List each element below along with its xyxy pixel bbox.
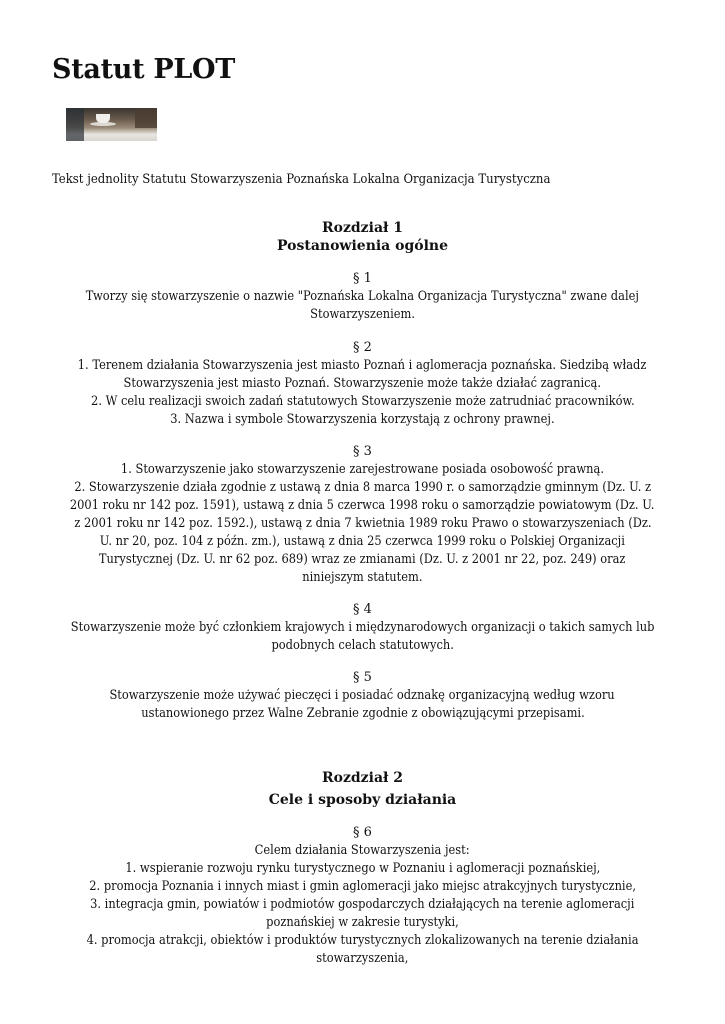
section-3 <box>0 443 725 587</box>
section-mark: § 5 <box>353 670 372 685</box>
paragraph-line: 1. Stowarzyszenie jako stowarzyszenie zarejestrowane posiada osobowość prawną. <box>120 462 605 477</box>
paragraph-line: z 2001 roku nr 142 poz. 1592.), ustawą z dnia 7 kwietnia 1989 roku Prawo o stowarzyszeniach (Dz. <box>73 516 652 531</box>
section-4 <box>0 601 725 655</box>
paragraph-line: niniejszym statutem. <box>302 570 423 585</box>
intro-text: Tekst jednolity Statutu Stowarzyszenia Poznańska Lokalna Organizacja Turystyczna <box>52 172 551 187</box>
paragraph-line: Stowarzyszenie może używać pieczęci i posiadać odznakę organizacyjną według wzoru <box>109 688 616 703</box>
chapter-number: Rozdział 2 <box>321 770 404 786</box>
paragraph-line: 2. W celu realizacji swoich zadań statutowych Stowarzyszenie może zatrudniać pracowników. <box>90 394 635 409</box>
chapter-number: Rozdział 1 <box>321 220 404 236</box>
header-image <box>66 108 157 141</box>
paragraph-line: 1. wspieranie rozwoju rynku turystycznego w Poznaniu i aglomeracji poznańskiej, <box>125 861 600 876</box>
chapter-1-heading <box>0 219 725 255</box>
chapter-title: Postanowienia ogólne <box>276 238 448 254</box>
paragraph-line: 2001 roku nr 142 poz. 1591), ustawą z dnia 5 czerwca 1998 roku o samorządzie powiatowym (Dz. U. <box>70 498 655 513</box>
paragraph-line: 1. Terenem działania Stowarzyszenia jest miasto Poznań i aglomeracja poznańska. Siedzibą władz <box>78 358 647 373</box>
page-title: Statut PLOT <box>52 54 236 85</box>
paragraph-line: Celem działania Stowarzyszenia jest: <box>255 843 470 858</box>
chapter-title: Cele i sposoby działania <box>268 792 457 808</box>
section-mark: § 1 <box>353 271 372 286</box>
paragraph-line: Turystycznej (Dz. U. nr 62 poz. 689) wraz ze zmianami (Dz. U. z 2001 nr 22, poz. 249) oraz <box>99 552 626 567</box>
section-mark: § 6 <box>353 825 372 840</box>
paragraph-line: Tworzy się stowarzyszenie o nazwie "Poznańska Lokalna Organizacja Turystyczna" zwane dalej <box>85 289 640 304</box>
section-5 <box>0 669 725 723</box>
paragraph-line: 4. promocja atrakcji, obiektów i produktów turystycznych zlokalizowanych na terenie działania <box>86 933 639 948</box>
section-mark: § 2 <box>353 340 372 355</box>
paragraph-line: Stowarzyszeniem. <box>310 307 415 322</box>
section-2 <box>0 339 725 429</box>
paragraph-line: podobnych celach statutowych. <box>271 638 454 653</box>
section-mark: § 3 <box>353 444 372 459</box>
paragraph-line: Stowarzyszenie może być członkiem krajowych i międzynarodowych organizacji o takich samych lub <box>70 620 655 635</box>
paragraph-line: ustanowionego przez Walne Zebranie zgodnie z obowiązującymi przepisami. <box>140 706 585 721</box>
section-1 <box>0 270 725 324</box>
chapter-2-heading <box>0 769 725 809</box>
paragraph-line: 2. promocja Poznania i innych miast i gmin aglomeracji jako miejsc atrakcyjnych turystycznie, <box>89 879 636 894</box>
section-mark: § 4 <box>353 602 372 617</box>
paragraph-line: U. nr 20, poz. 104 z późn. zm.), ustawą z dnia 25 czerwca 1999 roku o Polskiej Organizacji <box>99 534 626 549</box>
paragraph-line: Stowarzyszenia jest miasto Poznań. Stowarzyszenie może także działać zagranicą. <box>123 376 602 391</box>
section-6 <box>0 824 725 968</box>
paragraph-line: poznańskiej w zakresie turystyki, <box>266 915 459 930</box>
paragraph-line: 3. Nazwa i symbole Stowarzyszenia korzystają z ochrony prawnej. <box>170 412 555 427</box>
paragraph-line: 2. Stowarzyszenie działa zgodnie z ustawą z dnia 8 marca 1990 r. o samorządzie gminnym (Dz. U. z <box>74 480 651 495</box>
paragraph-line: 3. integracja gmin, powiatów i podmiotów gospodarczych działających na terenie aglomeracji <box>90 897 635 912</box>
paragraph-line: stowarzyszenia, <box>316 951 409 966</box>
